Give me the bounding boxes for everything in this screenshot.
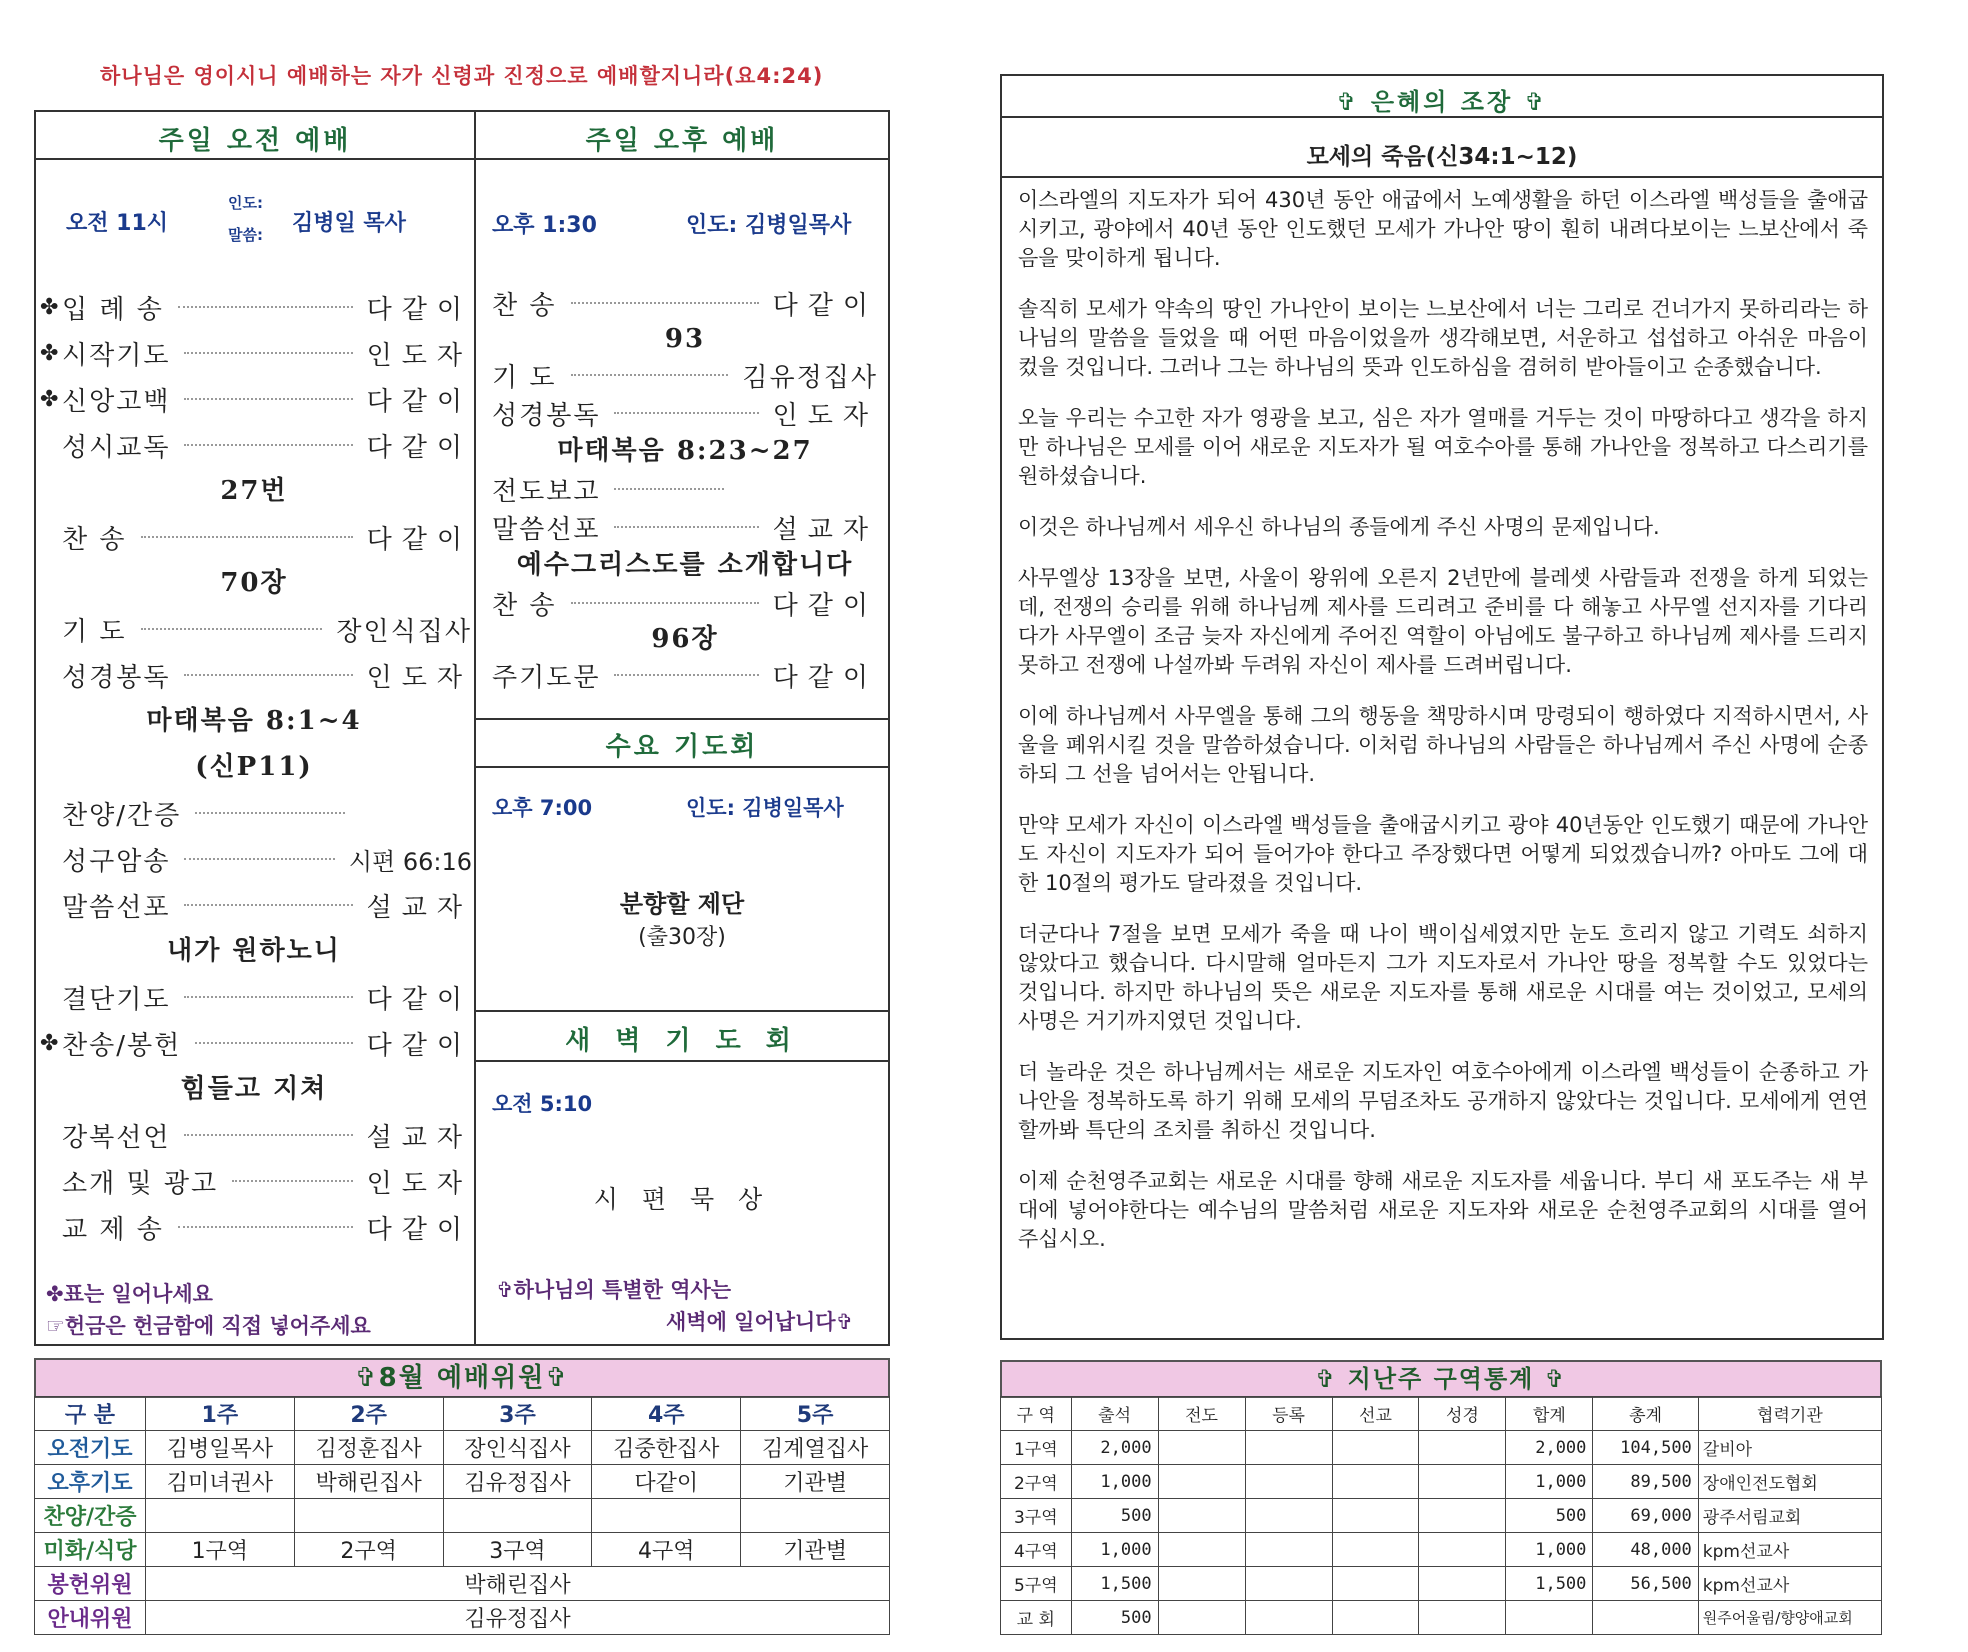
stats-title-bar	[1000, 1360, 1882, 1398]
grace-body	[1018, 186, 1868, 1276]
grace-title: ✞ 은혜의 조장 ✞	[1336, 88, 1548, 116]
grace-paragraph: 이스라엘의 지도자가 되어 430년 동안 애굽에서 노예생활을 하던 이스라엘 백성들을 출애굽시키고, 광야에서 40년 동안 인도했던 모세가 가나안 땅이 훤히 내려다보이는 느보산에서 죽음을 맞이하게 됩니다.	[1018, 188, 1868, 270]
table-row: 찬양/간증	[35, 1499, 890, 1533]
table-header-row: 구 역 출석 전도 등록 선교 성경 합계 총계 협력기관	[1001, 1397, 1882, 1431]
afternoon-scripture: 마태복음 8:23~27	[557, 436, 813, 466]
order-item: 기 도 장인식집사	[62, 616, 472, 647]
stats-title: ✞ 지난주 구역통계 ✞	[1315, 1365, 1567, 1393]
order-item: 강복선언 설교자	[62, 1122, 472, 1153]
table-header-row: 구 분 1주 2주 3주 4주 5주	[35, 1397, 890, 1431]
grace-paragraph: 솔직히 모세가 약속의 땅인 가나안이 보이는 느보산에서 너는 그리로 건너가지 못하리라는 하나님의 말씀을 들었을 때 어떤 마음이었을까 생각해보면, 서운하고 섭섭하고 아쉬운 마음이 컸을 것입니다. 그러나 그는 하나님의 뜻과 인도하심을 겸허히 받아들이고 순종했습니다.	[1018, 297, 1868, 379]
table-row: 봉헌위원 박해린집사	[35, 1567, 890, 1601]
order-item: 찬 송 다같이	[62, 524, 472, 555]
order-item: 주기도문 다같이	[492, 662, 878, 693]
order-item: ✤ 시작기도 인도자	[40, 340, 472, 371]
table-row: 2구역 1,000 1,000 89,500 장애인전도협회	[1001, 1465, 1882, 1499]
offering-note: ☞헌금은 헌금함에 직접 넣어주세요	[46, 1314, 371, 1338]
stand-icon: ✤	[40, 386, 59, 412]
dawn-rule-bottom	[476, 1060, 888, 1062]
afternoon-sermon-title: 예수그리스도를 소개합니다	[516, 550, 854, 580]
table-row: 오후기도 김미녀권사 박해린집사 김유정집사 다같이 기관별	[35, 1465, 890, 1499]
motto: 하나님은 영이시니 예배하는 자가 신령과 진정으로 예배할지니라(요4:24)	[100, 64, 824, 88]
grace-paragraph: 사무엘상 13장을 보면, 사울이 왕위에 오른지 2년만에 블레셋 사람들과 전쟁을 하게 되었는데, 전쟁의 승리를 위해 하나님께 제사를 드리려고 준비를 다 해놓고 사무엘 선지자를 기다리다가 사무엘이 조금 늦자 자신에게 주어진 역할이 아님에도 불구하고 하나님께 제사를 드리지 못하고 전쟁에 나설까봐 두려워 자신이 제사를 드려버립니다.	[1018, 566, 1868, 677]
grace-paragraph: 이것은 하나님께서 세우신 하나님의 종들에게 주신 사명의 문제입니다.	[1018, 515, 1660, 539]
grace-paragraph: 이제 순천영주교회는 새로운 시대를 향해 새로운 지도자를 세웁니다. 부디 새 포도주는 새 부대에 넣어야한다는 예수님의 말씀처럼 새로운 지도자와 새로운 순천영주교회의 시대를 열어주십시오.	[1018, 1169, 1868, 1251]
order-item: 찬 송 다같이	[492, 290, 878, 321]
scripture-page: (신P11)	[195, 752, 313, 782]
order-item: 성경봉독 인도자	[492, 400, 878, 431]
wednesday-time: 오후 7:00	[492, 796, 593, 820]
morning-title-rule	[36, 158, 474, 160]
afternoon-order	[492, 284, 878, 694]
order-item: 말씀선포 설교자	[492, 514, 878, 545]
stand-icon: ✤	[40, 1030, 59, 1056]
stand-icon: ✤	[40, 340, 59, 366]
afternoon-leader: 인도: 김병일목사	[686, 213, 852, 238]
order-item: 기 도 김유정집사	[492, 362, 878, 393]
order-item: 성구암송 시편 66:16	[62, 846, 472, 877]
wednesday-sermon-ref: (출30장)	[638, 925, 726, 950]
table-row: 4구역 1,000 1,000 48,000 kpm선교사	[1001, 1533, 1882, 1567]
table-row: 5구역 1,500 1,500 56,500 kpm선교사	[1001, 1567, 1882, 1601]
wednesday-sermon: 분향할 제단	[619, 890, 745, 918]
grace-paragraph: 더군다나 7절을 보면 모세가 죽을 때 나이 백이십세였지만 눈도 흐리지 않고 기력도 쇠하지 않았다고 했습니다. 다시말해 얼마든지 그가 지도자로서 가나안 땅을 정복할 수도 있었다는 것입니다. 하지만 하나님의 뜻은 새로운 지도자를 통해 새로운 시대를 여는 것이었고, 모세의 사명은 거기까지였던 것입니다.	[1018, 922, 1868, 1033]
wednesday-rule-top	[476, 718, 888, 720]
scripture-reference: 마태복음 8:1~4	[146, 706, 362, 736]
grace-paragraph: 더 놀라운 것은 하나님께서는 새로운 지도자인 여호수아에게 이스라엘 백성들이 순종하고 가나안을 정복하도록 하기 위해 모세의 무덤조차도 공개하지 않았다는 것입니다. 모세에게 연연할까봐 특단의 조치를 취하신 것입니다.	[1018, 1060, 1868, 1142]
morning-leader-label-1: 인도:	[228, 194, 263, 212]
grace-paragraph: 오늘 우리는 수고한 자가 영광을 보고, 심은 자가 열매를 거두는 것이 마땅하다고 생각을 하지만 하나님은 모세를 이어 새로운 지도자가 될 여호수아를 통해 가나안을 정복하고 다스리기를 원하셨습니다.	[1018, 406, 1868, 488]
stand-icon: ✤	[40, 294, 59, 320]
worship-panel	[34, 110, 890, 1346]
table-row: 1구역 2,000 2,000 104,500 갈비아	[1001, 1431, 1882, 1465]
wednesday-title: 수요 기도회	[605, 732, 759, 762]
committee-table	[34, 1396, 890, 1635]
order-item: 말씀선포 설교자	[62, 892, 472, 923]
order-item: 전도보고	[492, 470, 878, 508]
order-item: 소개 및 광고 인도자	[62, 1168, 472, 1199]
morning-order	[36, 284, 472, 1250]
stats-table	[1000, 1396, 1882, 1635]
dawn-note-1: ✞하나님의 특별한 역사는	[496, 1278, 732, 1302]
wednesday-leader: 인도: 김병일목사	[686, 796, 844, 820]
committee-title-bar	[34, 1358, 890, 1398]
table-row: 미화/식당 1구역 2구역 3구역 4구역 기관별	[35, 1533, 890, 1567]
order-item: 교 제 송 다같이	[62, 1214, 472, 1245]
afternoon-title: 주일 오후 예배	[585, 126, 779, 156]
afternoon-time: 오후 1:30	[492, 213, 597, 238]
morning-leader-label-2: 말씀:	[228, 226, 263, 244]
afternoon-title-rule	[476, 158, 888, 160]
stand-note: ✤표는 일어나세요	[46, 1282, 213, 1306]
order-item: 결단기도 다같이	[62, 984, 472, 1015]
responsive-reading-number: 27번	[220, 476, 288, 506]
dawn-content: 시 편 묵 상	[593, 1185, 771, 1214]
grace-subtitle-rule	[1002, 176, 1882, 178]
dawn-time: 오전 5:10	[492, 1092, 593, 1116]
table-row: 오전기도 김병일목사 김정훈집사 장인식집사 김중한집사 김계열집사	[35, 1431, 890, 1465]
table-row: 안내위원 김유정집사	[35, 1601, 890, 1635]
dawn-title: 새 벽 기 도 회	[565, 1026, 799, 1056]
morning-leader: 김병일 목사	[292, 211, 406, 236]
grace-panel	[1000, 74, 1884, 1340]
order-item: ✤ 신앙고백 다같이	[40, 386, 472, 417]
offering-song: 힘들고 지쳐	[180, 1074, 328, 1104]
wednesday-rule-bottom	[476, 766, 888, 768]
grace-title-rule	[1002, 116, 1882, 118]
order-item: ✤ 입 례 송 다같이	[40, 294, 472, 325]
grace-subtitle: 모세의 죽음(신34:1~12)	[1306, 144, 1578, 170]
grace-paragraph: 이에 하나님께서 사무엘을 통해 그의 행동을 책망하시며 망령되이 행하였다 지적하시면서, 사울을 폐위시킬 것을 말씀하셨습니다. 이처럼 하나님의 사람들은 하나님께서 주신 사명에 순종하되 그 선을 넘어서는 안됩니다.	[1018, 704, 1868, 786]
table-row: 교 회 500 원주어울림/향양애교회	[1001, 1601, 1882, 1635]
table-row: 3구역 500 500 69,000 광주서림교회	[1001, 1499, 1882, 1533]
order-item: 찬 송 다같이	[492, 590, 878, 621]
dawn-note-2: 새벽에 일어납니다✞	[666, 1310, 854, 1334]
order-item: 성시교독 다같이	[62, 432, 472, 463]
morning-time: 오전 11시	[66, 211, 169, 236]
hymn-number: 70장	[220, 568, 288, 598]
morning-title: 주일 오전 예배	[158, 126, 352, 156]
committee-title: ✞8월 예배위원✞	[354, 1363, 570, 1393]
afternoon-hymn2: 96장	[651, 624, 719, 654]
order-item: ✤ 찬송/봉헌 다같이	[40, 1030, 472, 1061]
dawn-rule-top	[476, 1010, 888, 1012]
sermon-title: 내가 원하노니	[167, 936, 341, 966]
order-item: 성경봉독 인도자	[62, 662, 472, 693]
order-item: 찬양/간증	[36, 790, 472, 836]
grace-paragraph: 만약 모세가 자신이 이스라엘 백성들을 출애굽시키고 광야 40년동안 인도했기 때문에 가나안도 자신이 지도자가 되어 들어가야 한다고 주장했다면 어떻게 되었겠습니까? 아마도 그에 대한 10절의 평가도 달라졌을 것입니다.	[1018, 813, 1868, 895]
afternoon-hymn-number: 93	[664, 324, 706, 354]
